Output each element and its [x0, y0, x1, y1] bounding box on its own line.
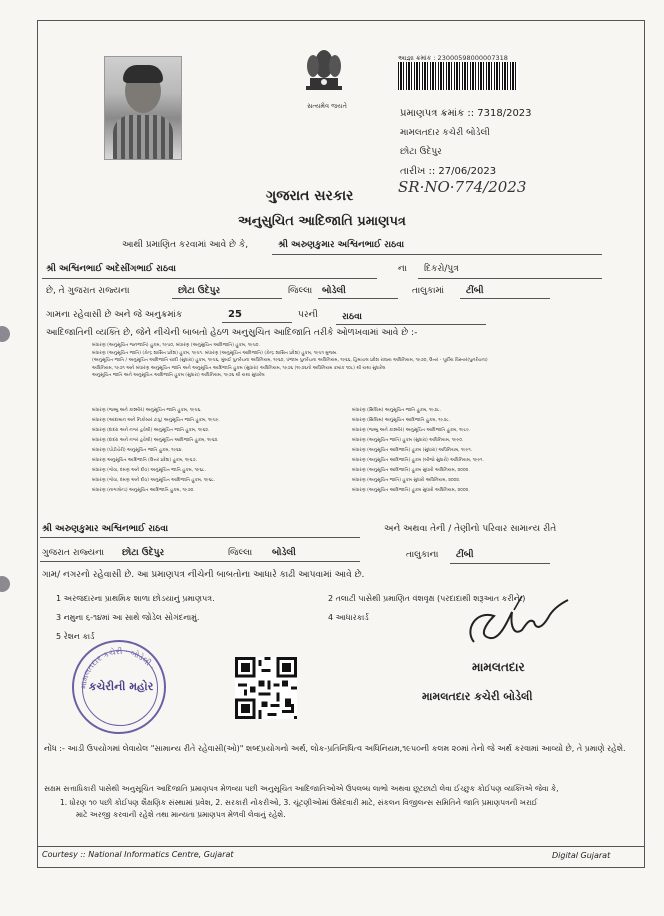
- emblem-caption: સત્યમેવ જયતે: [307, 102, 347, 110]
- family-text: અને અથવા તેની / તેણીનો પરિવાર સામાન્ય રીતે: [384, 524, 557, 534]
- applicant-name: શ્રી અરુણકુમાર અશ્વિનભાઈ રાઠવા: [278, 240, 405, 250]
- orders-right-list: [352, 406, 612, 496]
- list-item: બંધારણ (જમ્મુ અને કાશ્મીર) અનુસૂચિત જાતિ હુકમ, ૧૯૫૬.: [92, 408, 202, 413]
- applicant-photo: [104, 56, 182, 160]
- village-value: ટીંબી: [466, 286, 484, 296]
- signature-icon: [456, 590, 576, 660]
- usage-line-1: 1. ધોરણ ૧૦ પછી કોઈપણ શૈક્ષણિક સંસ્થામાં પ્રવેશ, 2. સરકારી નોકરીઓ, 3. ચૂંટણીઓમાં ઉમેદવારી માટે, સંકલન વિજીલન્સ સમિતિને જાતિ પ્રમાણપત્રની ખરાઈ: [60, 798, 538, 807]
- list-item: બંધારણ (પોંડીચેરી) અનુસૂચિત જાતિ હુકમ, ૧૯૬૪.: [92, 448, 183, 453]
- serial-number: 25: [228, 309, 242, 320]
- orders-left-list: [92, 406, 322, 496]
- district-label: જિલ્લા: [288, 286, 313, 296]
- punch-hole-bottom: [0, 576, 10, 592]
- list-item: બંધારણ (આંદામાન અને નિકોબાર ટાપુ) અનુસૂચિત જાતિ હુકમ, ૧૯૫૯.: [92, 418, 220, 423]
- doc-item-2: 2 તલાટી પાસેથી પ્રમાણિત વંશવૃક્ષ (પરદાદાથી શરૂઆત કરીને.): [328, 594, 526, 603]
- taluka-label: તાલુકામાં: [412, 286, 445, 296]
- office-name: મામલતદાર કચેરી બોડેલી: [400, 128, 490, 138]
- note-text: નોંધ :- આડી ઉપયોગમાં લેવાયેલ "સામાન્ય રીતે રહેવાસી(ઓ)" શબ્દપ્રયોગનો અર્થ, લોક-પ્રતિનિધિત્વ અધિનિયમ,૧૯૫૦ની કલમ ૨૦માં તેનો જે અર્થ કરવામાં આવ્યો છે, તે પ્રમાણે રહેશે.: [44, 744, 626, 753]
- applicant-name-2: શ્રી અરુણકુમાર અશ્વિનભાઈ રાઠવા: [42, 524, 169, 534]
- state-prefix-2: ગુજરાત રાજ્યના: [42, 548, 105, 558]
- list-item: બંધારણ (દાદરા અને નગર હવેલી) અનુસૂચિત આદિજાતિ હુકમ, ૧૯૬૨.: [92, 438, 219, 443]
- taluka-label-2: તાલુકાના: [406, 550, 439, 560]
- certify-prefix: આથી પ્રમાણિત કરવામાં આવે છે કે,: [122, 240, 249, 250]
- relation-prefix: ના: [398, 264, 407, 274]
- usage-intro: સક્ષમ સત્તાધિકારી પાસેથી અનુસૂચિત આદિજાતિ પ્રમાણપત્ર મેળવ્યા પછી અનુસૂચિત આદિજાતિઓએ ઉપલબ્ધ લાભો અથવા છૂટછાટો લેવા ઈચ્છુક કોઈપણ વ્યક્તિએ જેવા કે,: [44, 784, 559, 793]
- list-item: બંધારણ (નાગાલેન્ડ) અનુસૂચિત આદિજાતિ હુકમ, ૧૯૭૦.: [92, 488, 195, 493]
- list-item: બંધારણ (અનુસૂચિત આદિજાતિ) હુકમ (બીજો સુધારો) અધિનિયમ, ૧૯૯૧.: [352, 458, 484, 463]
- doc-item-1: 1 અરજદારના પ્રાથમિક શાળા છોડયાનું પ્રમાણપત્ર.: [56, 594, 215, 603]
- national-emblem-icon: [294, 38, 354, 108]
- father-name: શ્રી અશ્વિનભાઈ અદેસીંગભાઈ રાઠવા: [46, 264, 176, 274]
- list-item: અનુસૂચિત જાતિ અને અનુસૂચિત આદિજાતિ હુકમ (સુધારા) અધિનિયમ, ૧૯૭૬ થી યથા સુધારેલ: [92, 373, 265, 378]
- list-item: અધિનિયમ, ૧૯૭૧ અને બંધારણ અનુસૂચિત જાતિ અને અનુસૂચિત આદિજાતિ હુકમ (સુધારા) અધિનિયમ, ૧૯૭૬ (૧૯૭૬નો અધિનિયમ ક્રમાંક ૧૦૮) થી યથા સુધારેલ: [92, 365, 386, 371]
- list-item: બંધારણ (અનુસૂચિત જાતિ) હુકમ સુધારો અધિનિયમ, ૨૦૦૨.: [352, 478, 461, 483]
- resident-prefix: ગામના રહેવાસી છે અને જે અનુક્રમાંક: [46, 310, 183, 320]
- district-value: છોટા ઉદેપુર: [178, 286, 221, 296]
- list-item: બંધારણ (સિક્કિમ) અનુસૂચિત જાતિ હુકમ, ૧૯૭૮.: [352, 408, 441, 413]
- barcode-label: આજ્ઞા ક્રમાંક : 23000598000007318: [398, 54, 508, 62]
- tribe-name: રાઠવા: [342, 312, 362, 322]
- digital-gujarat-text: Digital Gujarat: [552, 851, 611, 860]
- certificate-number: પ્રમાણપત્ર ક્રમાંક :: 7318/2023: [400, 108, 532, 119]
- seal-text: કચેરીની મહોર: [88, 680, 154, 693]
- doc-item-4: 4 આધારકાર્ડ: [328, 613, 369, 622]
- list-item: બંધારણ (ગોવા, દમણ અને દીવ) અનુસૂચિત આદિજાતિ હુકમ, ૧૯૬૮.: [92, 478, 216, 483]
- state-prefix: છે, તે ગુજરાત રાજ્યના: [46, 286, 130, 296]
- doc-item-5: 5 રેશન કાર્ડ: [56, 632, 95, 641]
- district-name: છોટા ઉદેપુર: [400, 147, 442, 157]
- barcode: [398, 62, 518, 90]
- basis-text: ગામ/ નગરનો રહેવાસી છે. આ પ્રમાણપત્ર નીચેની બાબતોના આધારે કાઢી આપવામાં આવે છે.: [42, 570, 365, 580]
- handwritten-serial: SR·NO·774/2023: [398, 178, 527, 196]
- district-label-2: જિલ્લા: [228, 548, 253, 558]
- serial-suffix: પરની: [298, 310, 318, 320]
- relation: દિકરો/પુત્ર: [424, 264, 459, 274]
- signatory-title: મામલતદાર: [472, 660, 525, 674]
- list-item: બંધારણ અનુસૂચિત આદિજાતિ (ઉત્તર પ્રદેશ) હુકમ, ૧૯૬૭.: [92, 458, 197, 463]
- list-item: બંધારણ (અનુસૂચિત જાતિ) (કેન્દ્ર શાસિત પ્રદેશ) હુકમ, ૧૯૫૧. બંધારણ (અનુસૂચિત આદિજાતિ) (કેન્દ્ર શાસિત પ્રદેશ) હુકમ, ૧૯૫૧ મુજબ.: [92, 350, 338, 356]
- list-item: બંધારણ (અનુસૂચિત જનજાતિ) હુકમ, ૧૯૫૦, બંધારણ (અનુસુચિત આદિજાતિ) હુકમ, ૧૯૫૦.: [92, 343, 260, 348]
- taluka-value-2: બોડેલી: [272, 548, 296, 558]
- government-heading: ગુજરાત સરકાર: [266, 188, 354, 204]
- list-item: બંધારણ (અનુસૂચિત જાતિ) હુકમ (સુધારા) અધિનિયમ, ૧૯૯૦.: [352, 438, 464, 443]
- punch-hole-top: [0, 326, 10, 342]
- office-seal: [72, 640, 166, 734]
- list-item: બંધારણ (ગોવા, દમણ અને દીવ) અનુસૂચિત જાતિ હુકમ, ૧૯૬૮.: [92, 468, 206, 473]
- certificate-title: અનુસુચિત આદિજાતિ પ્રમાણપત્ર: [238, 214, 406, 229]
- list-item: બંધારણ (અનુસૂચિત આદિજાતિ) હુકમ (સુધારા) અધિનિયમ, ૧૯૯૧.: [352, 448, 473, 453]
- usage-line-2: માટે અરજી કરવાની રહેશે તથા માન્યતા પ્રમાણપત્ર મેળવી લેવાનું રહેશે.: [76, 810, 286, 819]
- list-item: બંધારણ (સિક્કિમ) અનુસૂચિત આદિજાતિ હુકમ, ૧૯૭૮.: [352, 418, 451, 423]
- issue-date: તારીખ :: 27/06/2023: [400, 166, 497, 177]
- list-item: (અનુસૂચિત જાતિ / અનુસૂચિત આદિજાતિ યાદી (સુધારા) હુકમ, ૧૯૫૬, મુંબઈ પુનર્રચના અધિનિયમ, ૧૯૬૦, પંજાબ પુનર્રચના અધિનિયમ, ૧૯૬૬, હિમાચલ પ્રદેશ રાજ્ય અધિનિયમ, ૧૯૭૦, ઉત્તર - પૂર્વીય વિસ્તાર(પુનર્રચના): [92, 358, 488, 363]
- seal-ring-text: મામલતદાર કચેરી · બોડેલી ·: [78, 646, 157, 690]
- district-value-2: છોટા ઉદેપુર: [122, 548, 165, 558]
- village-value-2: ટીંબી: [456, 550, 474, 560]
- taluka-value: બોડેલી: [322, 286, 346, 296]
- qr-code: [235, 657, 297, 719]
- list-item: બંધારણ (જમ્મુ અને કાશ્મીર) અનુસૂચિત આદિજાતિ હુકમ, ૧૯૮૯.: [352, 428, 471, 433]
- order-intro-list: [92, 342, 640, 380]
- list-item: બંધારણ (દાદરા અને નગર હવેલી) અનુસૂચિત જાતિ હુકમ, ૧૯૬૨.: [92, 428, 210, 433]
- signatory-office: મામલતદાર કચેરી બોડેલી: [422, 690, 533, 703]
- list-item: બંધારણ (અનુસૂચિત આદિજાતિ) હુકમ સુધારો અધિનિયમ, ૨૦૦૨.: [352, 468, 470, 473]
- tribe-statement: આદિજાતિની વ્યક્તિ છે, જેને નીચેની બાબતો હેઠળ અનુસુચિત આદિજાતિ તરીકે ઓળખવામાં આવે છે :-: [46, 328, 418, 338]
- doc-item-3: 3 નમુના ૬-૧૪માં આ સાથે જોડેલ સોગંદનામું.: [56, 613, 200, 622]
- list-item: બંધારણ (અનુસૂચિત આદિજાતિ) હુકમ સુધારો અધિનિયમ, ૨૦૦૨.: [352, 488, 470, 493]
- courtesy-text: Courtesy :: National Informatics Centre, Gujarat: [42, 850, 234, 859]
